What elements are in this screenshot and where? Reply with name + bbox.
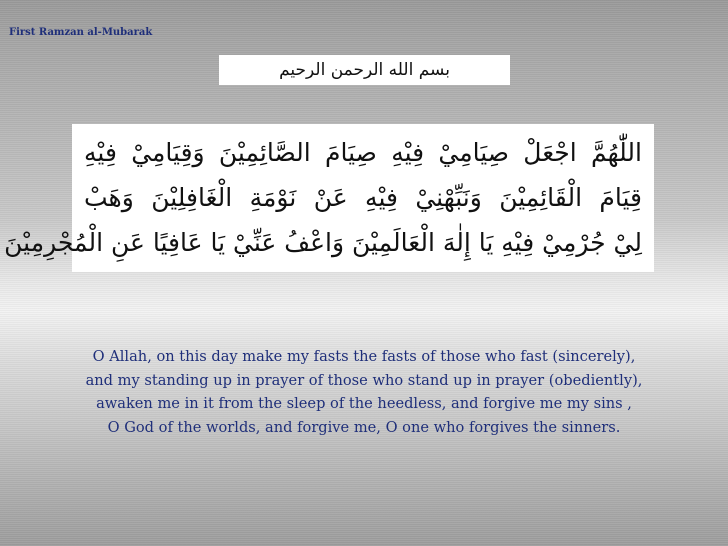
translation-line: O God of the worlds, and forgive me, O one who forgives the sinners.	[107, 418, 621, 436]
slide-title: First Ramzan al-Mubarak	[9, 27, 153, 38]
arabic-dua-line: اللّٰهُمَّ اجْعَلْ صِيَامِيْ فِيْهِ صِيَامَ الصَّائِمِيْنَ وَقِيَامِيْ فِيْهِ	[84, 137, 642, 167]
bismillah-calligraphy: بسم الله الرحمن الرحيم	[279, 60, 450, 80]
arabic-dua-line: قِيَامَ الْقَائِمِيْنَ وَنَبِّهْنِيْ فِيْهِ عَنْ نَوْمَةِ الْغَافِلِيْنَ وَهَبْ	[84, 182, 642, 212]
bismillah-banner	[219, 55, 510, 85]
arabic-dua-line: لِيْ جُرْمِيْ فِيْهِ يَا إِلٰهَ الْعَالَمِيْنَ وَاعْفُ عَنِّيْ يَا عَافِيًا عَنِ الْمُجْرِمِيْنَ	[4, 228, 642, 258]
translation-line: and my standing up in prayer of those who stand up in prayer (obediently),	[85, 371, 643, 389]
english-translation	[30, 345, 698, 439]
translation-line: O Allah, on this day make my fasts the fasts of those who fast (sincerely),	[92, 348, 636, 365]
arabic-dua-panel	[4, 124, 654, 272]
translation-line: awaken me in it from the sleep of the heedless, and forgive me my sins ,	[96, 395, 632, 412]
